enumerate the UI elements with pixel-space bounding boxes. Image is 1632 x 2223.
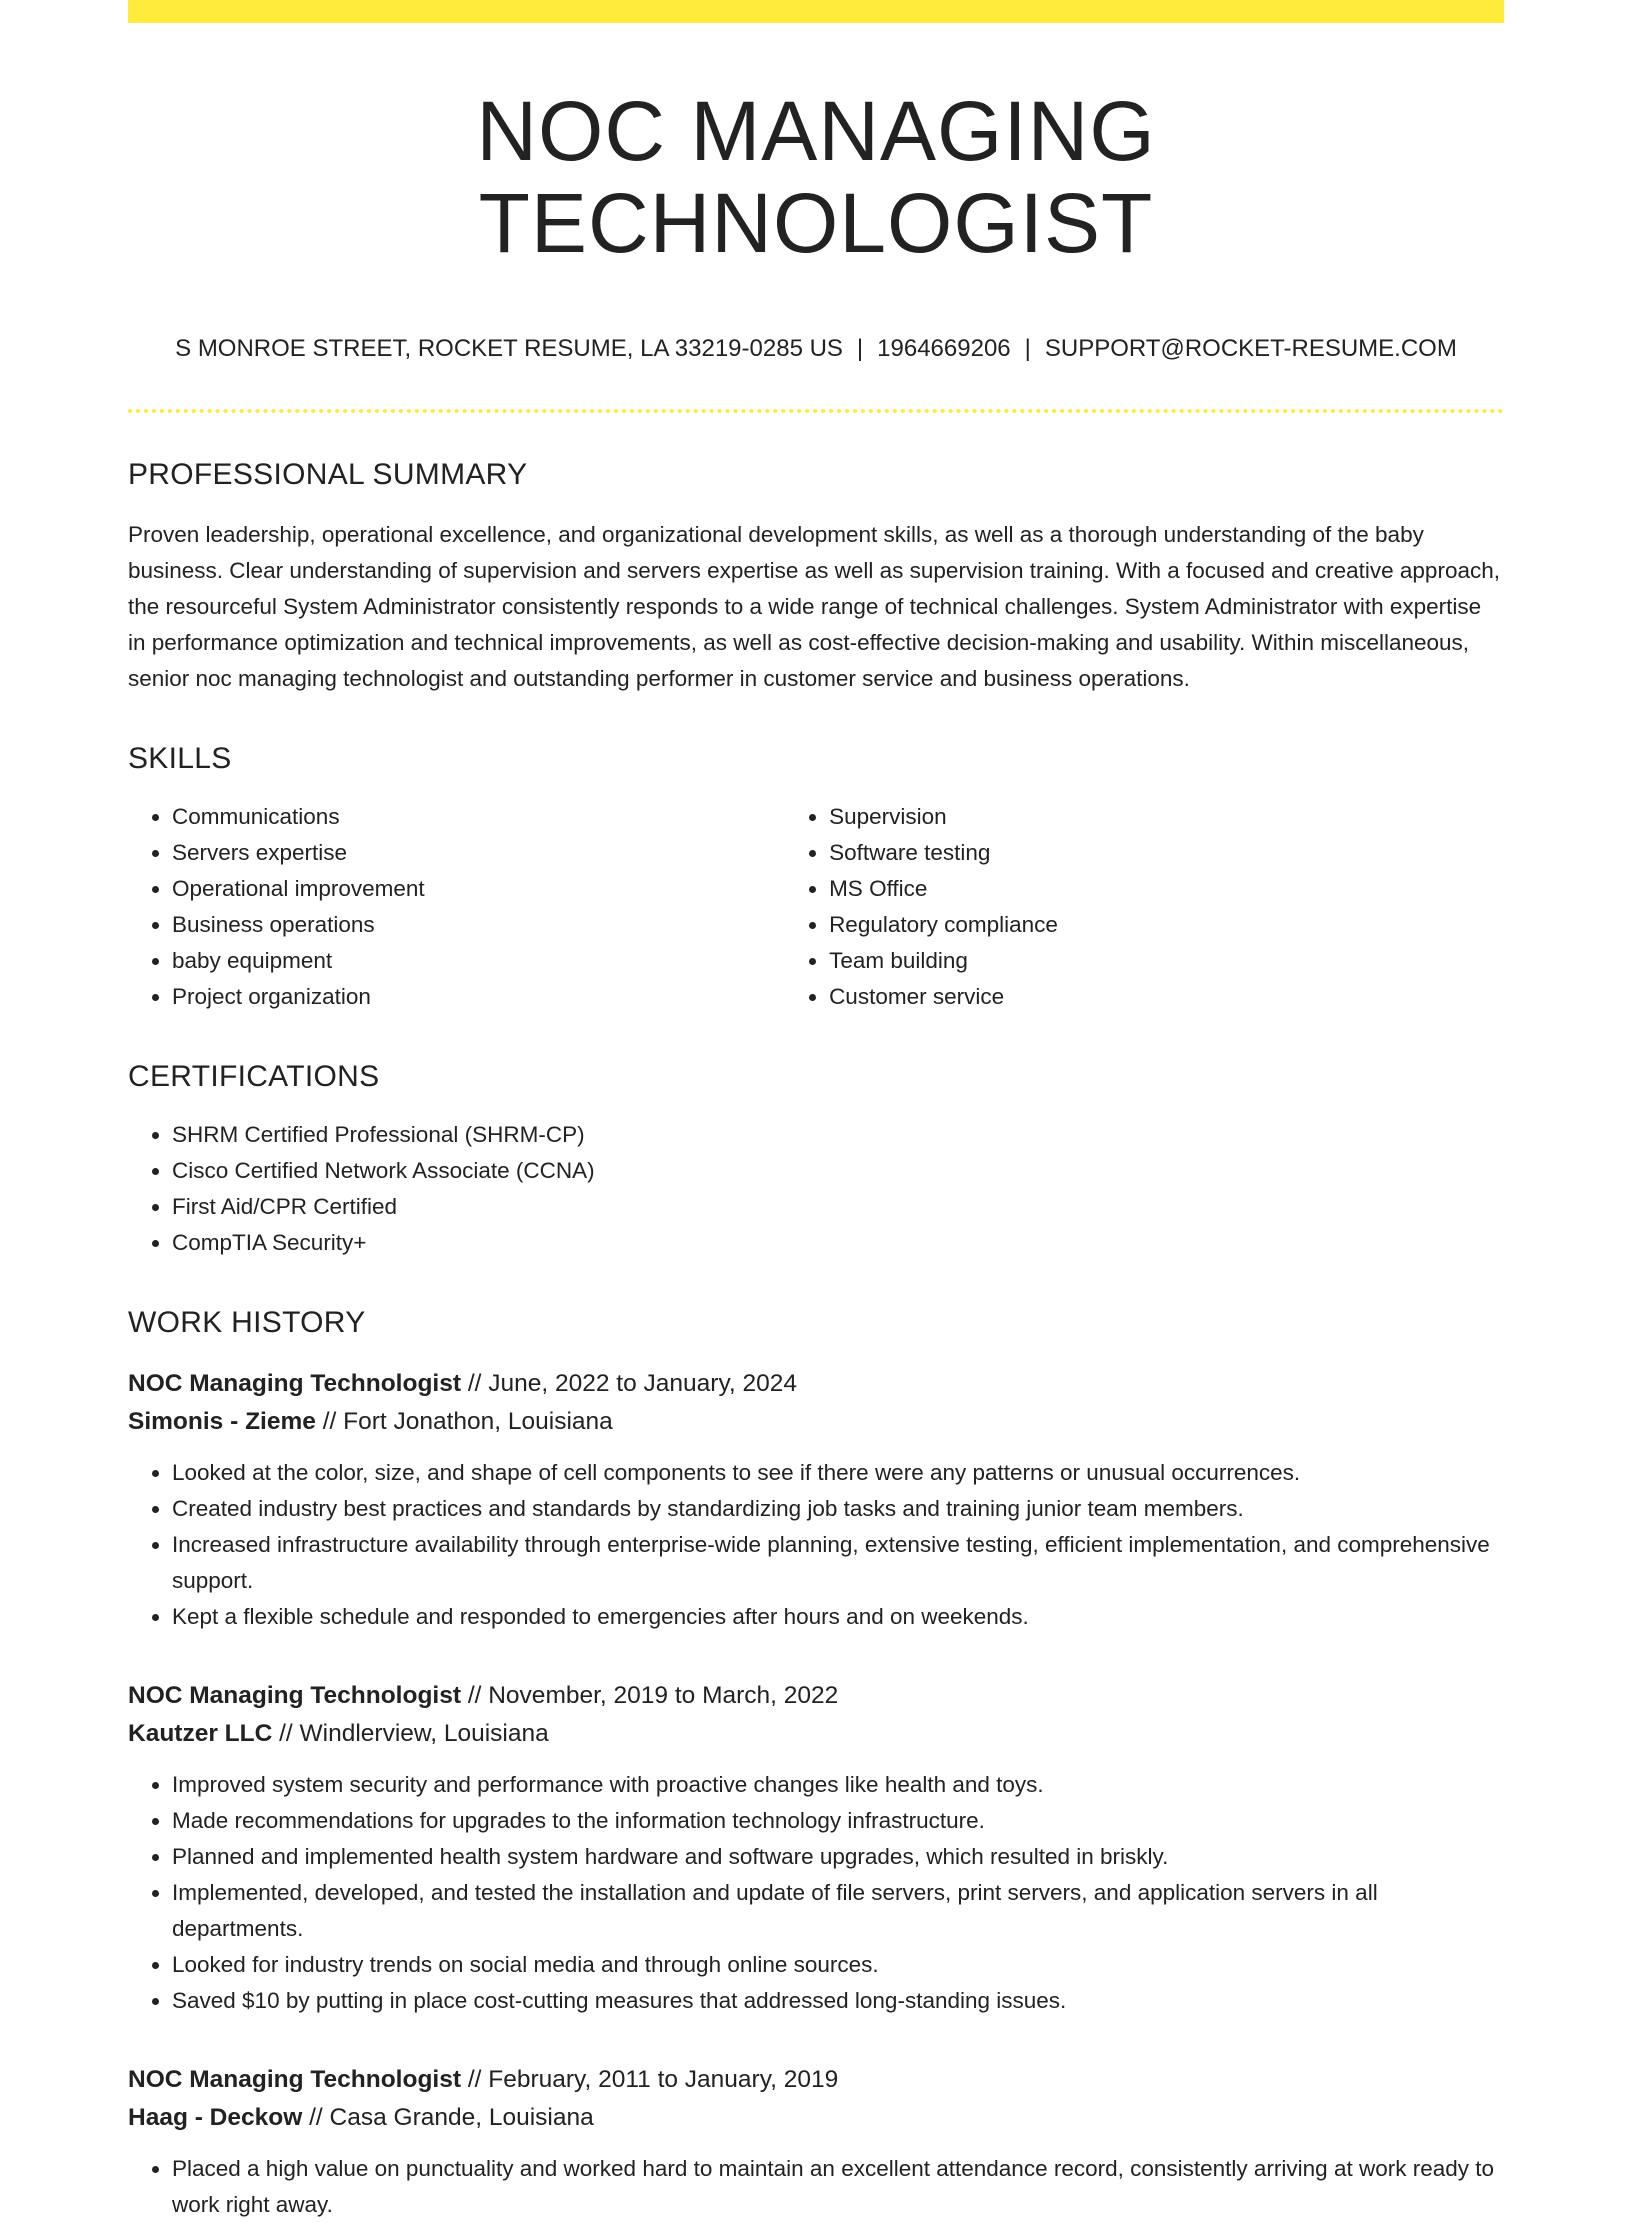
job-bullets [128,2151,1504,2223]
job-bullet: • Made recommendations for upgrades to the information technology infrastructure. [172,1803,1504,1839]
job-dates: // June, 2022 to January, 2024 [461,1369,797,1397]
job-entry [128,1677,1504,2019]
job-dates: // November, 2019 to March, 2022 [461,1681,839,1709]
skills-columns [128,799,1504,1015]
summary-section [128,457,1504,697]
job-company-line [128,1403,1504,1441]
job-bullets [128,1455,1504,1635]
top-accent-bar [128,0,1504,23]
certifications-section [128,1059,1504,1261]
skill-item: • Communications [172,799,785,835]
job-bullet: • Placed a high value on punctuality and worked hard to maintain an excellent attendance record, consistently arriving at work ready to work right away. [172,2151,1504,2223]
dotted-divider [128,409,1504,413]
job-company-line [128,1715,1504,1753]
job-entry [128,2061,1504,2223]
skill-item: • baby equipment [172,943,785,979]
contact-phone: 1964669206 [877,334,1011,362]
job-bullet: • Saved $10 by putting in place cost-cutting measures that addressed long-standing issues. [172,1983,1504,2019]
job-bullet: • Looked at the color, size, and shape of cell components to see if there were any patterns or unusual occurrences. [172,1455,1504,1491]
job-location: // Fort Jonathon, Louisiana [315,1407,613,1435]
job-title: NOC Managing Technologist [128,1681,462,1709]
job-dates: // February, 2011 to January, 2019 [461,2065,839,2093]
section-heading-skills: SKILLS [128,741,232,775]
contact-line [128,332,1504,366]
certification-item: • SHRM Certified Professional (SHRM-CP) [172,1117,1504,1153]
job-title-line [128,1365,1504,1403]
skill-item: • Operational improvement [172,871,785,907]
job-title-line [128,1677,1504,1715]
skill-item: • Project organization [172,979,785,1015]
skill-item: • Supervision [829,799,1504,835]
skill-item: • Software testing [829,835,1504,871]
job-bullet: • Kept a flexible schedule and responded to emergencies after hours and on weekends. [172,1599,1504,1635]
skill-item: • Team building [829,943,1504,979]
contact-email: SUPPORT@ROCKET-RESUME.COM [1044,334,1457,362]
work-history-section [128,1305,1504,2223]
job-bullet: • Improved system security and performance with proactive changes like health and toys. [172,1767,1504,1803]
job-bullet: • Planned and implemented health system hardware and software upgrades, which resulted in briskly. [172,1839,1504,1875]
certification-item: • Cisco Certified Network Associate (CCNA) [172,1153,1504,1189]
skill-item: • Servers expertise [172,835,785,871]
skill-item: • Regulatory compliance [829,907,1504,943]
job-company: Haag - Deckow [128,2103,303,2131]
job-bullet: • Increased infrastructure availability through enterprise-wide planning, extensive testing, efficient implementation, and comprehensive support. [172,1527,1504,1599]
contact-address: S MONROE STREET, ROCKET RESUME, LA 33219-0285 US [175,334,843,362]
job-bullet: • Looked for industry trends on social media and through online sources. [172,1947,1504,1983]
job-entry [128,1365,1504,1635]
certifications-list [128,1117,1504,1261]
job-company-line [128,2099,1504,2137]
job-title: NOC Managing Technologist [128,2065,462,2093]
job-location: // Casa Grande, Louisiana [302,2103,594,2131]
section-heading-certifications: CERTIFICATIONS [128,1059,380,1093]
contact-separator: | [1024,334,1031,362]
section-heading-summary: PROFESSIONAL SUMMARY [128,457,528,491]
candidate-name: NOC MANAGING TECHNOLOGIST [476,84,1156,271]
job-company: Simonis - Zieme [128,1407,316,1435]
job-title: NOC Managing Technologist [128,1369,462,1397]
summary-text: Proven leadership, operational excellence, and organizational development skills, as well as a thorough understanding of the baby business. Clear understanding of supervision and servers expertise as well as supervision training. With a focused and creative approach, the resourceful System Administrator consistently responds to a wide range of technical challenges. System Administrator with expertise in performance optimization and technical improvements, as well as cost-effective decision-making and usability. Within miscellaneous, senior noc managing technologist and outstanding performer in customer service and business operations. [128,521,1500,691]
skill-item: • Customer service [829,979,1504,1015]
certification-item: • CompTIA Security+ [172,1225,1504,1261]
job-bullets [128,1767,1504,2019]
job-company: Kautzer LLC [128,1719,273,1747]
job-bullet: • Implemented, developed, and tested the installation and update of file servers, print servers, and application servers in all departments. [172,1875,1504,1947]
job-location: // Windlerview, Louisiana [272,1719,549,1747]
resume-page [128,0,1504,2223]
skills-section [128,741,1504,1015]
skills-list-right [785,799,1504,1015]
skill-item: • MS Office [829,871,1504,907]
certification-item: • First Aid/CPR Certified [172,1189,1504,1225]
section-heading-work-history: WORK HISTORY [128,1305,366,1339]
job-title-line [128,2061,1504,2099]
skill-item: • Business operations [172,907,785,943]
skills-list-left [128,799,785,1015]
contact-separator: | [856,334,864,362]
job-bullet: • Created industry best practices and standards by standardizing job tasks and training junior team members. [172,1491,1504,1527]
